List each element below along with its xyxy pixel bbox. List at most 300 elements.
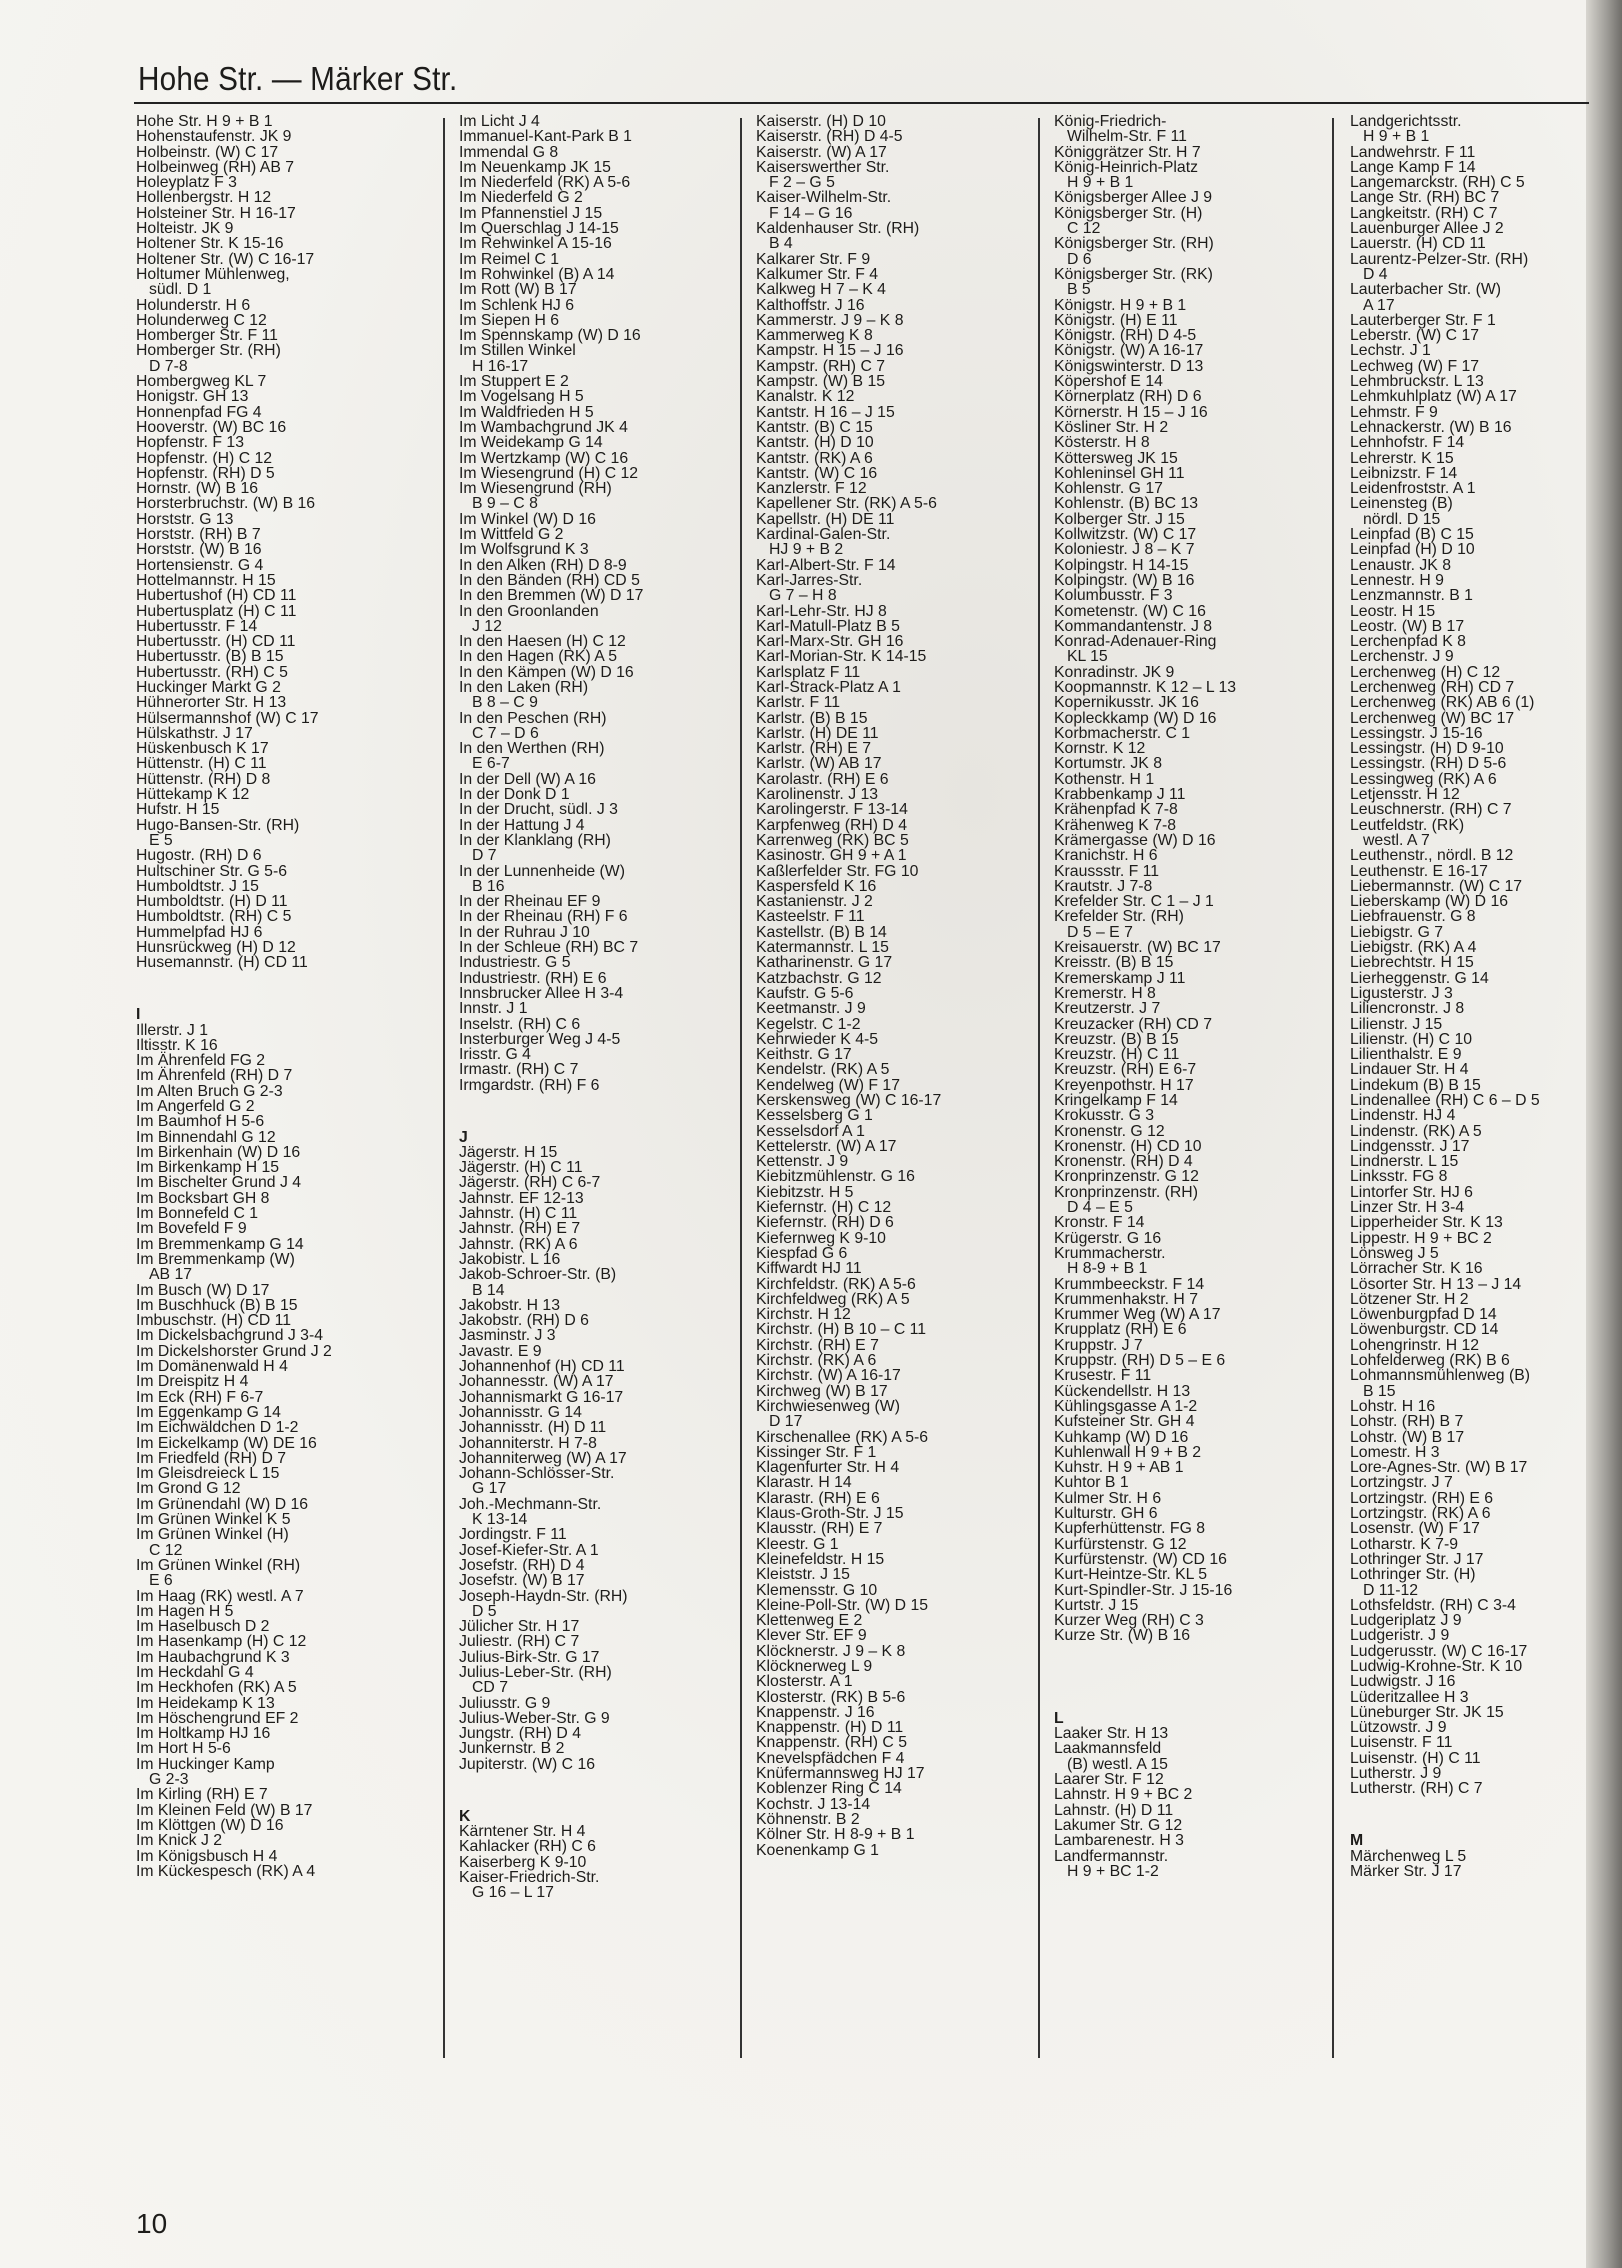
street-entry: Krusestr. F 11 <box>1054 1367 1152 1385</box>
street-entry: Leostr. (W) B 17 <box>1350 617 1465 635</box>
street-entry: Krupplatz (RH) E 6 <box>1054 1321 1187 1339</box>
street-entry: Jahnstr. (RH) E 7 <box>459 1220 581 1238</box>
street-entry: Kreuzacker (RH) CD 7 <box>1054 1015 1212 1033</box>
street-entry: Hooverstr. (W) BC 16 <box>136 418 287 436</box>
street-entry: Körnerplatz (RH) D 6 <box>1054 388 1202 406</box>
street-entry: Humboldtstr. (H) D 11 <box>136 893 288 911</box>
street-entry: Lange Str. (RH) BC 7 <box>1350 189 1500 207</box>
street-entry: Kollwitzstr. (W) C 17 <box>1054 526 1197 544</box>
street-entry: Im Birkenhain (W) D 16 <box>136 1143 301 1161</box>
street-entry: Krummacherstr. <box>1054 1244 1166 1262</box>
street-entry: Josefstr. (W) B 17 <box>459 1572 585 1590</box>
street-entry: Karolingerstr. F 13-14 <box>756 801 908 819</box>
street-entry: Im Huckinger Kamp <box>136 1755 275 1773</box>
street-entry: Jülicher Str. H 17 <box>459 1618 580 1636</box>
street-entry: Im Ährenfeld FG 2 <box>136 1052 266 1070</box>
street-column-3 <box>756 114 1046 2104</box>
street-entry: Jägerstr. (RH) C 6-7 <box>459 1174 601 1192</box>
street-entry: Lomestr. H 3 <box>1350 1443 1440 1461</box>
street-entry-continuation: Wilhelm-Str. F 11 <box>1067 128 1187 146</box>
street-entry: Leuthenstr., nördl. B 12 <box>1350 847 1514 865</box>
street-entry: Kühlingsgasse A 1-2 <box>1054 1397 1198 1415</box>
street-entry: Jahnstr. EF 12-13 <box>459 1189 584 1207</box>
street-entry: Lohengrinstr. H 12 <box>1350 1336 1480 1354</box>
street-entry: Kortumstr. JK 8 <box>1054 755 1162 773</box>
street-entry: Köhnenstr. B 2 <box>756 1810 860 1828</box>
street-entry: Im Ährenfeld (RH) D 7 <box>136 1067 293 1085</box>
street-entry: Kasinostr. GH 9 + A 1 <box>756 847 907 865</box>
street-entry: Lilienstr. (H) C 10 <box>1350 1030 1473 1048</box>
street-entry: Konrad-Adenauer-Ring <box>1054 633 1217 651</box>
street-entry-continuation: G 7 – H 8 <box>769 587 837 605</box>
street-entry: Kolumbusstr. F 3 <box>1054 587 1173 605</box>
street-entry: Im Dreispitz H 4 <box>136 1373 249 1391</box>
street-entry: Hubertusstr. (B) B 15 <box>136 648 284 666</box>
street-entry: Leinpfad (B) C 15 <box>1350 526 1474 544</box>
street-entry-continuation: B 16 <box>472 877 505 895</box>
street-entry: Im Eickelkamp (W) DE 16 <box>136 1434 317 1452</box>
street-entry: König-Heinrich-Platz <box>1054 158 1198 176</box>
street-entry: Jakobstr. H 13 <box>459 1296 560 1314</box>
street-entry: Im Kirling (RH) E 7 <box>136 1786 268 1804</box>
street-entry: Knevelspfädchen F 4 <box>756 1749 905 1767</box>
street-entry: Kronenstr. G 12 <box>1054 1122 1165 1140</box>
street-entry: Kremerstr. H 8 <box>1054 984 1156 1002</box>
street-entry: Löwenburgstr. CD 14 <box>1350 1321 1499 1339</box>
street-entry: Klever Str. EF 9 <box>756 1627 867 1645</box>
street-entry: Karrenweg (RK) BC 5 <box>756 831 909 849</box>
street-entry: Königsberger Str. (RH) <box>1054 235 1214 253</box>
street-entry: Kometenstr. (W) C 16 <box>1054 602 1206 620</box>
street-entry: Königstr. (W) A 16-17 <box>1054 342 1204 360</box>
street-entry: In der Drucht, südl. J 3 <box>459 801 618 819</box>
street-entry: Johannisstr. G 14 <box>459 1403 582 1421</box>
street-entry: Kurtstr. J 15 <box>1054 1596 1139 1614</box>
street-entry: Kreyenpothstr. H 17 <box>1054 1076 1194 1094</box>
street-entry: Karl-Lehr-Str. HJ 8 <box>756 602 887 620</box>
street-entry: Lenaustr. JK 8 <box>1350 556 1451 574</box>
street-entry: Königsberger Str. (H) <box>1054 204 1203 222</box>
street-entry: Löwenburgpfad D 14 <box>1350 1306 1497 1324</box>
street-entry: Kleinefeldstr. H 15 <box>756 1550 885 1568</box>
street-entry: Kurt-Spindler-Str. J 15-16 <box>1054 1581 1233 1599</box>
street-entry: Kurzer Weg (RH) C 3 <box>1054 1612 1204 1630</box>
street-entry: Körnerstr. H 15 – J 16 <box>1054 403 1208 421</box>
street-entry: Kreuzstr. (B) B 15 <box>1054 1030 1179 1048</box>
street-entry: Klarastr. (RH) E 6 <box>756 1489 880 1507</box>
street-entry: Karlsplatz F 11 <box>756 663 861 681</box>
street-entry-continuation: K 13-14 <box>472 1511 528 1529</box>
street-entry: Liebigstr. (RK) A 4 <box>1350 939 1477 957</box>
street-entry: Kronenstr. (RH) D 4 <box>1054 1153 1193 1171</box>
street-entry: Hummelpfad HJ 6 <box>136 923 263 941</box>
street-entry-continuation: KL 15 <box>1067 648 1108 666</box>
street-entry: Irmastr. (RH) C 7 <box>459 1061 579 1079</box>
street-entry: Kantstr. (H) D 10 <box>756 434 874 452</box>
street-entry: Im Hasenkamp (H) C 12 <box>136 1633 307 1651</box>
street-entry: Im Licht J 4 <box>459 114 540 130</box>
street-entry: Knappenstr. J 16 <box>756 1703 875 1721</box>
street-entry: Klosterstr. A 1 <box>756 1673 853 1691</box>
street-entry: Karolastr. (RH) E 6 <box>756 770 889 788</box>
street-entry: In der Dell (W) A 16 <box>459 770 596 788</box>
street-entry: Kulturstr. GH 6 <box>1054 1505 1158 1523</box>
street-entry: Im Wolfsgrund K 3 <box>459 541 589 559</box>
street-entry: Leidenfroststr. A 1 <box>1350 480 1476 498</box>
street-entry: Hohe Str. H 9 + B 1 <box>136 114 273 130</box>
street-entry: Kurfürstenstr. G 12 <box>1054 1535 1187 1553</box>
street-entry: Jägerstr. H 15 <box>459 1143 558 1161</box>
street-entry: Honigstr. GH 13 <box>136 388 249 406</box>
street-entry: Innstr. J 1 <box>459 1000 528 1018</box>
street-entry-continuation: A 17 <box>1363 296 1395 314</box>
street-entry: Husemannstr. (H) CD 11 <box>136 954 308 972</box>
street-entry: Katermannstr. L 15 <box>756 939 889 957</box>
street-entry: Im Grünendahl (W) D 16 <box>136 1495 309 1513</box>
street-entry: Ligusterstr. J 3 <box>1350 984 1453 1002</box>
street-entry: Johannismarkt G 16-17 <box>459 1388 624 1406</box>
street-entry: Klöcknerstr. J 9 – K 8 <box>756 1642 906 1660</box>
street-entry: Immanuel-Kant-Park B 1 <box>459 128 632 146</box>
street-entry: Klöcknerweg L 9 <box>756 1657 873 1675</box>
street-entry: Hufstr. H 15 <box>136 801 220 819</box>
street-entry: Karl-Albert-Str. F 14 <box>756 556 896 574</box>
street-entry: Kapellstr. (H) DE 11 <box>756 510 895 528</box>
street-entry: Kesselsdorf A 1 <box>756 1122 865 1140</box>
street-entry: In den Kämpen (W) D 16 <box>459 663 634 681</box>
street-entry: Humboldtstr. (RH) C 5 <box>136 908 292 926</box>
street-entry: Kiefernstr. (H) C 12 <box>756 1199 892 1217</box>
street-entry: Lennestr. H 9 <box>1350 571 1444 589</box>
street-entry: Lerchenstr. J 9 <box>1350 648 1454 666</box>
street-entry-continuation: B 9 – C 8 <box>472 495 538 513</box>
street-entry: Kalkumer Str. F 4 <box>756 265 879 283</box>
street-entry: Lehnackerstr. (W) B 16 <box>1350 418 1512 436</box>
street-entry: Märchenweg L 5 <box>1350 1847 1467 1865</box>
blank-line <box>1054 1690 1344 1705</box>
street-entry: Im Niederfeld G 2 <box>459 189 583 207</box>
street-entry: Kammerweg K 8 <box>756 327 873 345</box>
street-entry: Kärntener Str. H 4 <box>459 1822 586 1840</box>
street-entry: Im Grünen Winkel K 5 <box>136 1511 291 1529</box>
street-entry: Lortzingstr. J 7 <box>1350 1474 1453 1492</box>
street-entry: Lehmkuhlplatz (W) A 17 <box>1350 388 1517 406</box>
street-entry: Laurentz-Pelzer-Str. (RH) <box>1350 250 1529 268</box>
street-entry: Kuhkamp (W) D 16 <box>1054 1428 1189 1446</box>
street-entry: Lohmannsmühlenweg (B) <box>1350 1367 1531 1385</box>
street-entry: Krokusstr. G 3 <box>1054 1107 1155 1125</box>
street-entry: Insterburger Weg J 4-5 <box>459 1030 621 1048</box>
street-entry: Im Wiesengrund (H) C 12 <box>459 464 639 482</box>
street-entry: Holbeinweg (RH) AB 7 <box>136 158 295 176</box>
street-entry: Kiefernweg K 9-10 <box>756 1229 886 1247</box>
street-entry: Lerchenpfad K 8 <box>1350 633 1466 651</box>
street-entry: Lahnstr. H 9 + BC 2 <box>1054 1786 1193 1804</box>
street-entry: Karlstr. (RH) E 7 <box>756 740 871 758</box>
street-entry: In den Laken (RH) <box>459 678 589 696</box>
street-entry: Holsteiner Str. H 16-17 <box>136 204 296 222</box>
street-entry: Lindenstr. HJ 4 <box>1350 1107 1456 1125</box>
street-entry: Hubertusplatz (H) C 11 <box>136 602 297 620</box>
street-entry: Hüttenstr. (H) C 11 <box>136 755 267 773</box>
street-entry: Johannesstr. (W) A 17 <box>459 1373 614 1391</box>
street-entry: Innsbrucker Allee H 3-4 <box>459 984 624 1002</box>
street-entry: Im Binnendahl G 12 <box>136 1128 276 1146</box>
street-entry: Im Bocksbart GH 8 <box>136 1189 270 1207</box>
street-entry: Karl-Strack-Platz A 1 <box>756 678 901 696</box>
street-entry: Kaiser-Wilhelm-Str. <box>756 189 892 207</box>
street-entry: Leutfeldstr. (RK) <box>1350 816 1465 834</box>
street-entry: Lerchenweg (W) BC 17 <box>1350 709 1515 727</box>
street-entry: Joseph-Haydn-Str. (RH) <box>459 1587 628 1605</box>
street-entry: Königsberger Str. (RK) <box>1054 265 1213 283</box>
street-entry: Lehmstr. F 9 <box>1350 403 1438 421</box>
street-entry: Kesselsberg G 1 <box>756 1107 873 1125</box>
street-entry: Industriestr. (RH) E 6 <box>459 969 607 987</box>
street-entry: In der Donk D 1 <box>459 786 570 804</box>
street-entry: Kleine-Poll-Str. (W) D 15 <box>756 1596 929 1614</box>
street-entry: Holtener Str. K 15-16 <box>136 235 284 253</box>
street-entry: Hopfenstr. F 13 <box>136 434 245 452</box>
street-entry-continuation: F 14 – G 16 <box>769 204 853 222</box>
street-entry: In den Werthen (RH) <box>459 740 605 758</box>
street-entry: Im Niederfeld (RK) A 5-6 <box>459 174 631 192</box>
street-entry: Lechweg (W) F 17 <box>1350 357 1480 375</box>
street-entry: Leinpfad (H) D 10 <box>1350 541 1475 559</box>
street-entry: Kolpingstr. (W) B 16 <box>1054 571 1195 589</box>
street-entry-continuation: C 7 – D 6 <box>472 724 539 742</box>
street-entry: Kopleckkamp (W) D 16 <box>1054 709 1217 727</box>
street-entry-continuation: (B) westl. A 15 <box>1067 1755 1168 1773</box>
street-entry-continuation: nördl. D 15 <box>1363 510 1441 528</box>
street-entry: Kaiserstr. (RH) D 4-5 <box>756 128 903 146</box>
street-entry: Karl-Morian-Str. K 14-15 <box>756 648 927 666</box>
street-entry: Kupferhüttenstr. FG 8 <box>1054 1520 1206 1538</box>
street-entry: Kufsteiner Str. GH 4 <box>1054 1413 1195 1431</box>
street-entry: Lessingstr. J 15-16 <box>1350 724 1483 742</box>
street-entry: Im Holtkamp HJ 16 <box>136 1725 271 1743</box>
street-column-4 <box>1054 114 1344 2104</box>
street-entry-continuation: D 11-12 <box>1363 1581 1419 1599</box>
street-entry: Hülskathstr. J 17 <box>136 724 253 742</box>
street-entry-continuation: B 14 <box>472 1281 505 1299</box>
street-entry: Hüttekamp K 12 <box>136 786 250 804</box>
street-entry: Im Grünen Winkel (H) <box>136 1526 289 1544</box>
street-entry: Im Dickelshorster Grund J 2 <box>136 1342 332 1360</box>
street-entry: Im Rohwinkel (B) A 14 <box>459 265 615 283</box>
street-entry: Johannenhof (H) CD 11 <box>459 1358 625 1376</box>
street-entry: Lortzingstr. (RH) E 6 <box>1350 1489 1494 1507</box>
street-entry: Kaßlerfelder Str. FG 10 <box>756 862 919 880</box>
street-entry: Humboldtstr. J 15 <box>136 877 259 895</box>
street-entry: Leibnizstr. F 14 <box>1350 464 1458 482</box>
street-entry: Im Kleinen Feld (W) B 17 <box>136 1801 313 1819</box>
street-entry: Im Heckhofen (RK) A 5 <box>136 1679 297 1697</box>
street-entry: Kohleninsel GH 11 <box>1054 464 1185 482</box>
street-column-2 <box>459 114 749 2104</box>
street-entry-continuation: G 17 <box>472 1480 507 1498</box>
street-entry: Im Haselbusch D 2 <box>136 1618 270 1636</box>
street-entry: Im Buschhuck (B) B 15 <box>136 1296 298 1314</box>
street-entry: Kanzlerstr. F 12 <box>756 480 867 498</box>
street-entry: Johanniterweg (W) A 17 <box>459 1449 627 1467</box>
street-entry: Kolberger Str. J 15 <box>1054 510 1185 528</box>
street-entry: Kaiserswerther Str. <box>756 158 890 176</box>
street-entry: Im Bonnefeld C 1 <box>136 1205 259 1223</box>
street-entry: Kronstr. F 14 <box>1054 1214 1145 1232</box>
street-entry: Keetmanstr. J 9 <box>756 1000 866 1018</box>
street-entry: Hortensienstr. G 4 <box>136 556 264 574</box>
street-entry: Kendelstr. (RK) A 5 <box>756 1061 890 1079</box>
street-entry: Lothsfeldstr. (RH) C 3-4 <box>1350 1596 1516 1614</box>
street-entry: Lothringer Str. J 17 <box>1350 1550 1484 1568</box>
street-entry: Julius-Weber-Str. G 9 <box>459 1709 610 1727</box>
street-entry: Lauenburger Allee J 2 <box>1350 220 1504 238</box>
street-entry: Im Bremmenkamp G 14 <box>136 1235 304 1253</box>
street-entry: Im Waldfrieden H 5 <box>459 403 594 421</box>
street-entry-continuation: J 12 <box>472 617 502 635</box>
street-entry: Immendal G 8 <box>459 143 559 161</box>
street-entry: Kahlacker (RH) C 6 <box>459 1838 596 1856</box>
street-entry: Kirchfeldstr. (RK) A 5-6 <box>756 1275 916 1293</box>
street-entry: Lintorfer Str. HJ 6 <box>1350 1183 1473 1201</box>
street-entry: Lessingstr. (H) D 9-10 <box>1350 740 1504 758</box>
street-entry: Im Haag (RK) westl. A 7 <box>136 1587 304 1605</box>
street-entry: Kulmer Str. H 6 <box>1054 1489 1162 1507</box>
street-entry: Kolpingstr. H 14-15 <box>1054 556 1189 574</box>
street-entry-continuation: B 4 <box>769 235 793 253</box>
street-entry: Kothenstr. H 1 <box>1054 770 1155 788</box>
blank-line <box>1350 1812 1598 1827</box>
street-entry: Lindenallee (RH) C 6 – D 5 <box>1350 1092 1540 1109</box>
street-entry: Huckinger Markt G 2 <box>136 678 281 696</box>
street-entry: Kanalstr. K 12 <box>756 388 855 406</box>
street-entry: Jakob-Schroer-Str. (B) <box>459 1266 617 1284</box>
street-entry: Kaufstr. G 5-6 <box>756 984 854 1002</box>
street-entry: Kremerskamp J 11 <box>1054 969 1186 987</box>
street-entry: Letjensstr. H 12 <box>1350 786 1460 804</box>
street-entry: Im Gleisdreieck L 15 <box>136 1465 280 1483</box>
street-entry: Kaiserstr. (W) A 17 <box>756 143 887 161</box>
street-entry: Inselstr. (RH) C 6 <box>459 1015 581 1033</box>
street-entry: Märker Str. J 17 <box>1350 1862 1462 1880</box>
street-entry: Im Bovefeld F 9 <box>136 1220 247 1238</box>
street-entry: Kiebitzmühlenstr. G 16 <box>756 1168 915 1186</box>
street-entry: Lehnhofstr. F 14 <box>1350 434 1465 452</box>
street-entry-continuation: HJ 9 + B 2 <box>769 541 844 559</box>
street-entry: Kirchstr. (RK) A 6 <box>756 1352 877 1370</box>
street-entry: In der Rheinau (RH) F 6 <box>459 908 628 926</box>
street-entry: Lange Kamp F 14 <box>1350 158 1476 176</box>
street-entry: Liliencronstr. J 8 <box>1350 1000 1465 1018</box>
street-entry: In den Groonlanden <box>459 602 599 620</box>
street-entry: Im Heidekamp K 13 <box>136 1694 275 1712</box>
street-entry: Karlstr. F 11 <box>756 694 840 712</box>
street-entry: Josef-Kiefer-Str. A 1 <box>459 1541 599 1559</box>
street-entry-continuation: G 2-3 <box>149 1771 189 1789</box>
street-entry: Konradinstr. JK 9 <box>1054 663 1175 681</box>
street-entry: Königstr. (RH) D 4-5 <box>1054 327 1197 345</box>
street-entry: Linksstr. FG 8 <box>1350 1168 1448 1186</box>
street-entry: Im Pfannenstiel J 15 <box>459 204 603 222</box>
street-entry: Im Friedfeld (RH) D 7 <box>136 1449 287 1467</box>
street-entry-continuation: B 8 – C 9 <box>472 694 538 712</box>
street-entry: Kirchwiesenweg (W) <box>756 1397 900 1415</box>
street-entry: Kirchstr. H 12 <box>756 1306 851 1324</box>
street-entry: Hornstr. (W) B 16 <box>136 480 259 498</box>
blank-line <box>459 1093 749 1108</box>
street-entry-continuation: F 2 – G 5 <box>769 174 835 192</box>
street-entry-continuation: H 9 + BC 1-2 <box>1067 1862 1159 1880</box>
street-entry: Im Neuenkamp JK 15 <box>459 158 611 176</box>
street-entry: Lore-Agnes-Str. (W) B 17 <box>1350 1459 1528 1477</box>
street-entry: Kiefernstr. (RH) D 6 <box>756 1214 894 1232</box>
street-entry: Lohstr. H 16 <box>1350 1397 1436 1415</box>
street-entry: Kastanienstr. J 2 <box>756 893 873 911</box>
street-entry: Jungstr. (RH) D 4 <box>459 1725 582 1743</box>
street-entry: Kirchstr. (W) A 16-17 <box>756 1367 901 1385</box>
street-entry: Krügerstr. G 16 <box>1054 1229 1162 1247</box>
street-entry: Liebigstr. G 7 <box>1350 923 1444 941</box>
street-entry: Liebermannstr. (W) C 17 <box>1350 877 1523 895</box>
street-entry-continuation: D 5 – E 7 <box>1067 923 1133 941</box>
street-entry: Horststr. G 13 <box>136 510 234 528</box>
street-entry: Holtener Str. (W) C 16-17 <box>136 250 315 268</box>
street-entry: Jordingstr. F 11 <box>459 1526 567 1544</box>
street-entry: Illerstr. J 1 <box>136 1021 208 1039</box>
letter-heading: L <box>1054 1709 1064 1727</box>
street-entry: Lerchenweg (RH) CD 7 <box>1350 678 1515 696</box>
street-entry: Lenzmannstr. B 1 <box>1350 587 1473 605</box>
street-entry: Im Domänenwald H 4 <box>136 1358 288 1376</box>
street-entry: Kohlenstr. G 17 <box>1054 480 1163 498</box>
street-entry: Honnenpfad FG 4 <box>136 403 262 421</box>
street-entry: Johannisstr. (H) D 11 <box>459 1419 607 1437</box>
street-entry: Kantstr. (B) C 15 <box>756 418 873 436</box>
street-entry: Hubertushof (H) CD 11 <box>136 587 297 605</box>
street-entry: Klaus-Groth-Str. J 15 <box>756 1505 904 1523</box>
street-entry: Hugostr. (RH) D 6 <box>136 847 262 865</box>
street-entry: Kantstr. (W) C 16 <box>756 464 878 482</box>
street-entry-continuation: südl. D 1 <box>149 281 212 299</box>
street-entry: Im Höschengrund EF 2 <box>136 1709 299 1727</box>
street-entry: Lauerstr. (H) CD 11 <box>1350 235 1486 253</box>
street-entry: Karolinenstr. J 13 <box>756 786 879 804</box>
street-entry: Kissinger Str. F 1 <box>756 1443 877 1461</box>
street-entry: Im Kückespesch (RK) A 4 <box>136 1862 316 1880</box>
street-entry: Lönsweg J 5 <box>1350 1244 1439 1262</box>
street-entry: Hohenstaufenstr. JK 9 <box>136 128 292 146</box>
street-entry: Imbuschstr. (H) CD 11 <box>136 1312 292 1330</box>
street-entry: Holunderstr. H 6 <box>136 296 251 314</box>
street-entry: Knappenstr. (H) D 11 <box>756 1719 904 1737</box>
street-entry: Jasminstr. J 3 <box>459 1327 556 1345</box>
street-entry: Im Baumhof H 5-6 <box>136 1113 265 1131</box>
page-number: 10 <box>136 2208 168 2239</box>
letter-heading: M <box>1350 1832 1364 1850</box>
street-entry: In der Hattung J 4 <box>459 816 585 834</box>
street-entry: Kraussstr. F 11 <box>1054 862 1160 880</box>
street-entry: Lortzingstr. (RK) A 6 <box>1350 1505 1491 1523</box>
street-entry: Lothringer Str. (H) <box>1350 1566 1476 1584</box>
street-entry-continuation: H 8-9 + B 1 <box>1067 1260 1148 1278</box>
street-entry: Lippestr. H 9 + BC 2 <box>1350 1229 1492 1247</box>
street-entry: Lerchenweg (H) C 12 <box>1350 663 1501 681</box>
street-entry: Hunsrückweg (H) D 12 <box>136 939 296 957</box>
street-entry: Keithstr. G 17 <box>756 1046 852 1064</box>
street-entry: Kiffwardt HJ 11 <box>756 1260 862 1278</box>
street-entry: Im Klöttgen (W) D 16 <box>136 1816 284 1834</box>
